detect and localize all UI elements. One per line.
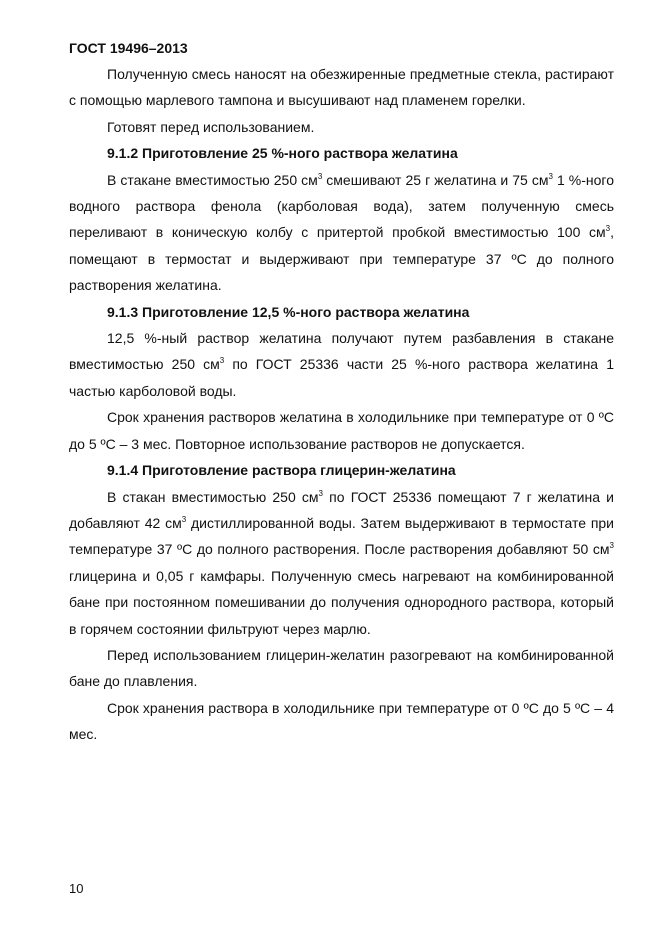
paragraph: В стакан вместимостью 250 $см^3$ по ГОСТ 25336 помещают 7 г желатина и добавляют 42 $см^3$ дистиллированной воды. Затем выдерживают в термостате при температуре 37 ºС до полного растворения. После растворения добавляют 50 $см^3$ глицерина и 0,05 г камфары. Полученную смесь нагревают на комбинированной бане при постоянном помешивании до получения однородного раствора, который в горячем состоянии фильтруют через марлю.	[69, 488, 615, 637]
superscript: 3	[219, 356, 225, 366]
section-heading-9-1-4: 9.1.4 Приготовление раствора глицерин-желатина	[107, 462, 456, 479]
paragraph: Перед использованием глицерин-желатин разогревают на комбинированной бане до плавления.	[69, 646, 614, 690]
superscript: 3	[548, 171, 553, 181]
paragraph: 12,5 %-ный раствор желатина получают путем разбавления в стакане вместимостью 250 $см^3$ по ГОСТ 25336 части 25 %-ного раствора желатина 1 частью карболовой воды.	[69, 330, 614, 399]
page-number: 10	[69, 881, 84, 896]
paragraph: В стакане вместимостью 250 $см^3$ смешивают 25 г желатина и 75 $см^3$ 1 %-ного водного раствора фенола (карболовая вода), затем полученную смесь переливают в коническую колбу с притертой пробкой вместимостью 100 $см^3$, помещают в термостат и выдерживают при температуре 37 ºС до полного растворения желатина.	[69, 171, 615, 294]
superscript: 3	[317, 171, 323, 181]
section-heading-9-1-2: 9.1.2 Приготовление 25 %-ного раствора желатина	[107, 145, 458, 162]
superscript: 3	[609, 541, 614, 551]
paragraph: Готовят перед использованием.	[107, 118, 315, 135]
document-body	[69, 61, 614, 748]
superscript: 3	[605, 224, 611, 234]
superscript: 3	[181, 514, 187, 524]
document-header: ГОСТ 19496–2013	[69, 40, 188, 56]
paragraph: Срок хранения раствора в холодильнике при температуре от 0 ºС до 5 ºС – 4 мес.	[69, 699, 614, 743]
paragraph: Срок хранения растворов желатина в холодильнике при температуре от 0 ºС до 5 ºС – 3 мес. Повторное использование растворов не допускается.	[69, 409, 614, 452]
section-heading-9-1-3: 9.1.3 Приготовление 12,5 %-ного раствора желатина	[107, 303, 470, 320]
superscript: 3	[318, 488, 323, 498]
paragraph: Полученную смесь наносят на обезжиренные предметные стекла, растирают с помощью марлевого тампона и высушивают над пламенем горелки.	[69, 66, 614, 109]
